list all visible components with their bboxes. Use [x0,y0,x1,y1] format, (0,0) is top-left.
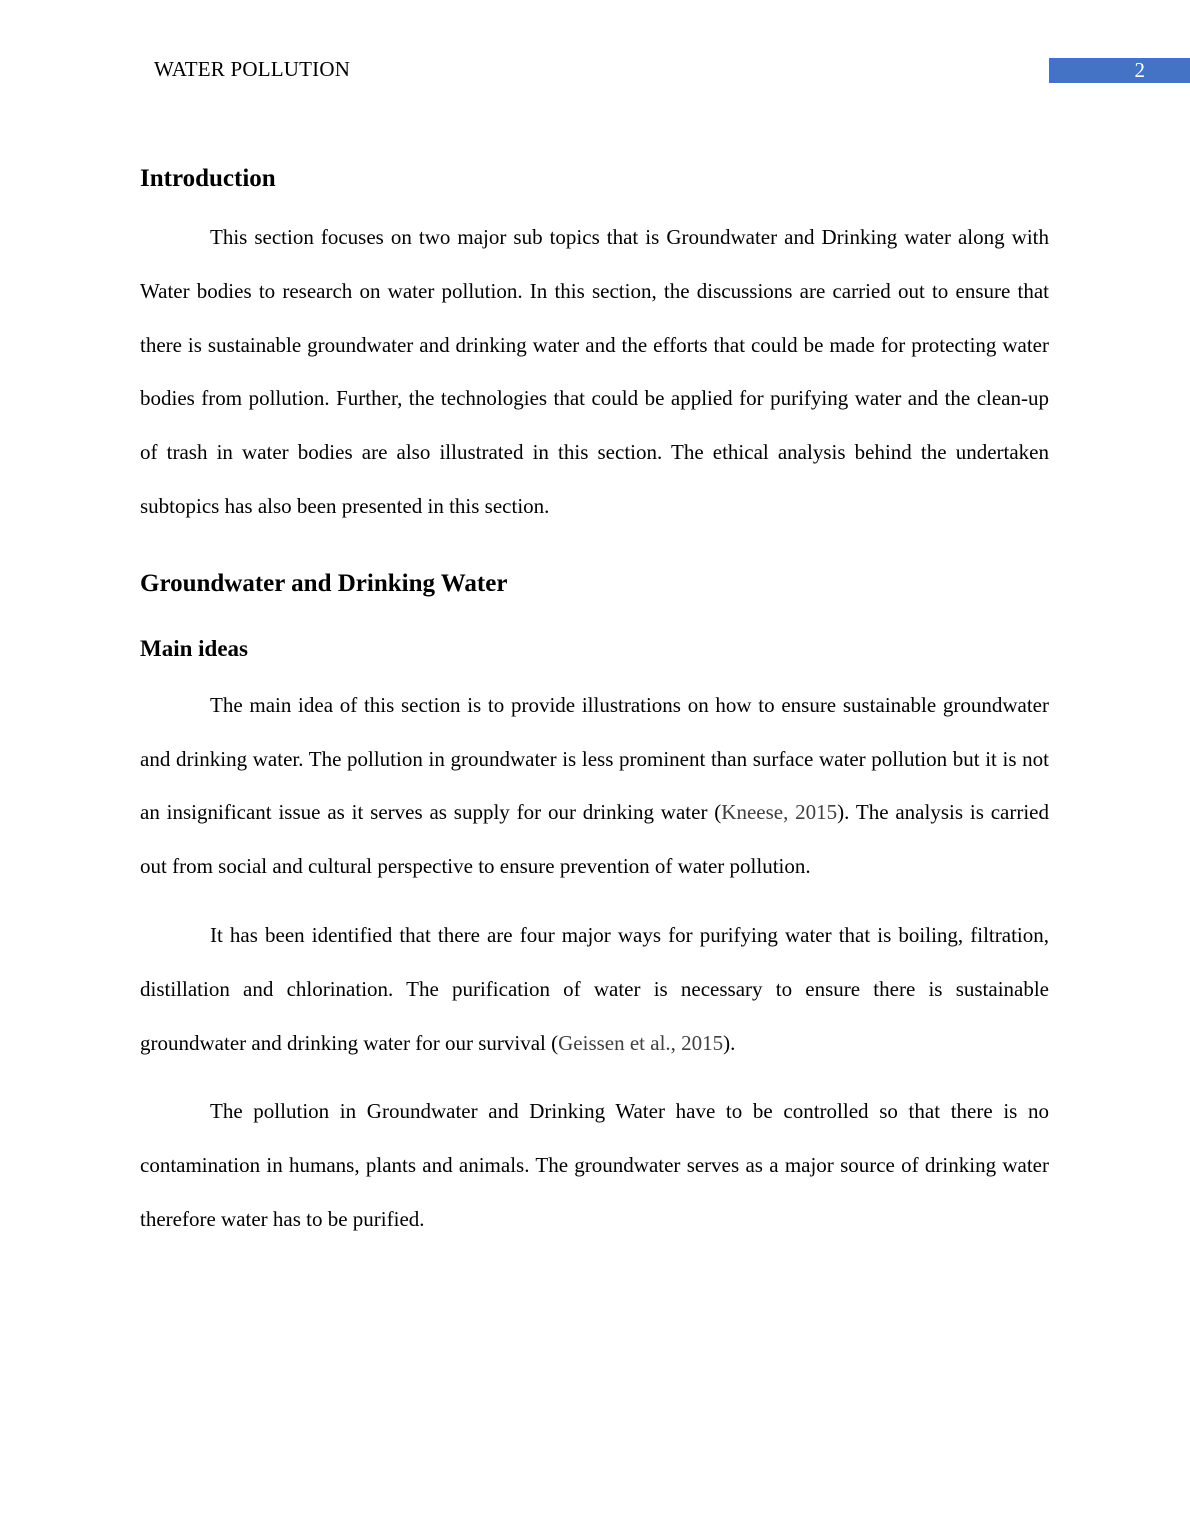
groundwater-heading: Groundwater and Drinking Water [140,569,508,597]
running-head: WATER POLLUTION [154,57,351,81]
page-number: 2 [1134,58,1145,82]
page-number-box [1049,58,1190,83]
main-ideas-subheading: Main ideas [140,635,248,661]
main-ideas-paragraph-2 [140,909,1049,1070]
citation: Geissen et al., 2015 [558,1030,724,1055]
main-ideas-paragraph-3: The pollution in Groundwater and Drinking Water have to be controlled so that there is no contamination in humans, plants and animals. The groundwater serves as a major source of drinking water therefore water has to be purified. [140,1099,1049,1231]
document-body [140,160,1049,1247]
paragraph-text: ). [723,1030,736,1055]
citation: Kneese, 2015 [721,800,838,825]
paragraph-text: ). The analysis is carried out from social and cultural perspective to ensure prevention of water pollution. [140,800,1049,879]
main-ideas-paragraph-1 [140,679,1049,894]
introduction-heading: Introduction [140,165,276,192]
introduction-paragraph: This section focuses on two major sub topics that is Groundwater and Drinking water along with Water bodies to research on water pollution. In this section, the discussions are carried out to ensure that there is sustainable groundwater and drinking water and the efforts that could be made for protecting water bodies from pollution. Further, the technologies that could be applied for purifying water and the clean-up of trash in water bodies are also illustrated in this section. The ethical analysis behind the undertaken subtopics has also been presented in this section. [140,225,1049,518]
paragraph-text: It has been identified that there are four major ways for purifying water that is boiling, filtration, distillation and chlorination. The purification of water is necessary to ensure there is sustainable groundwater and drinking water for our survival ( [140,922,1049,1055]
paragraph-text: The main idea of this section is to provide illustrations on how to ensure sustainable groundwater and drinking water. The pollution in groundwater is less prominent than surface water pollution but it is not an insignificant issue as it serves as supply for our drinking water ( [140,692,1049,825]
